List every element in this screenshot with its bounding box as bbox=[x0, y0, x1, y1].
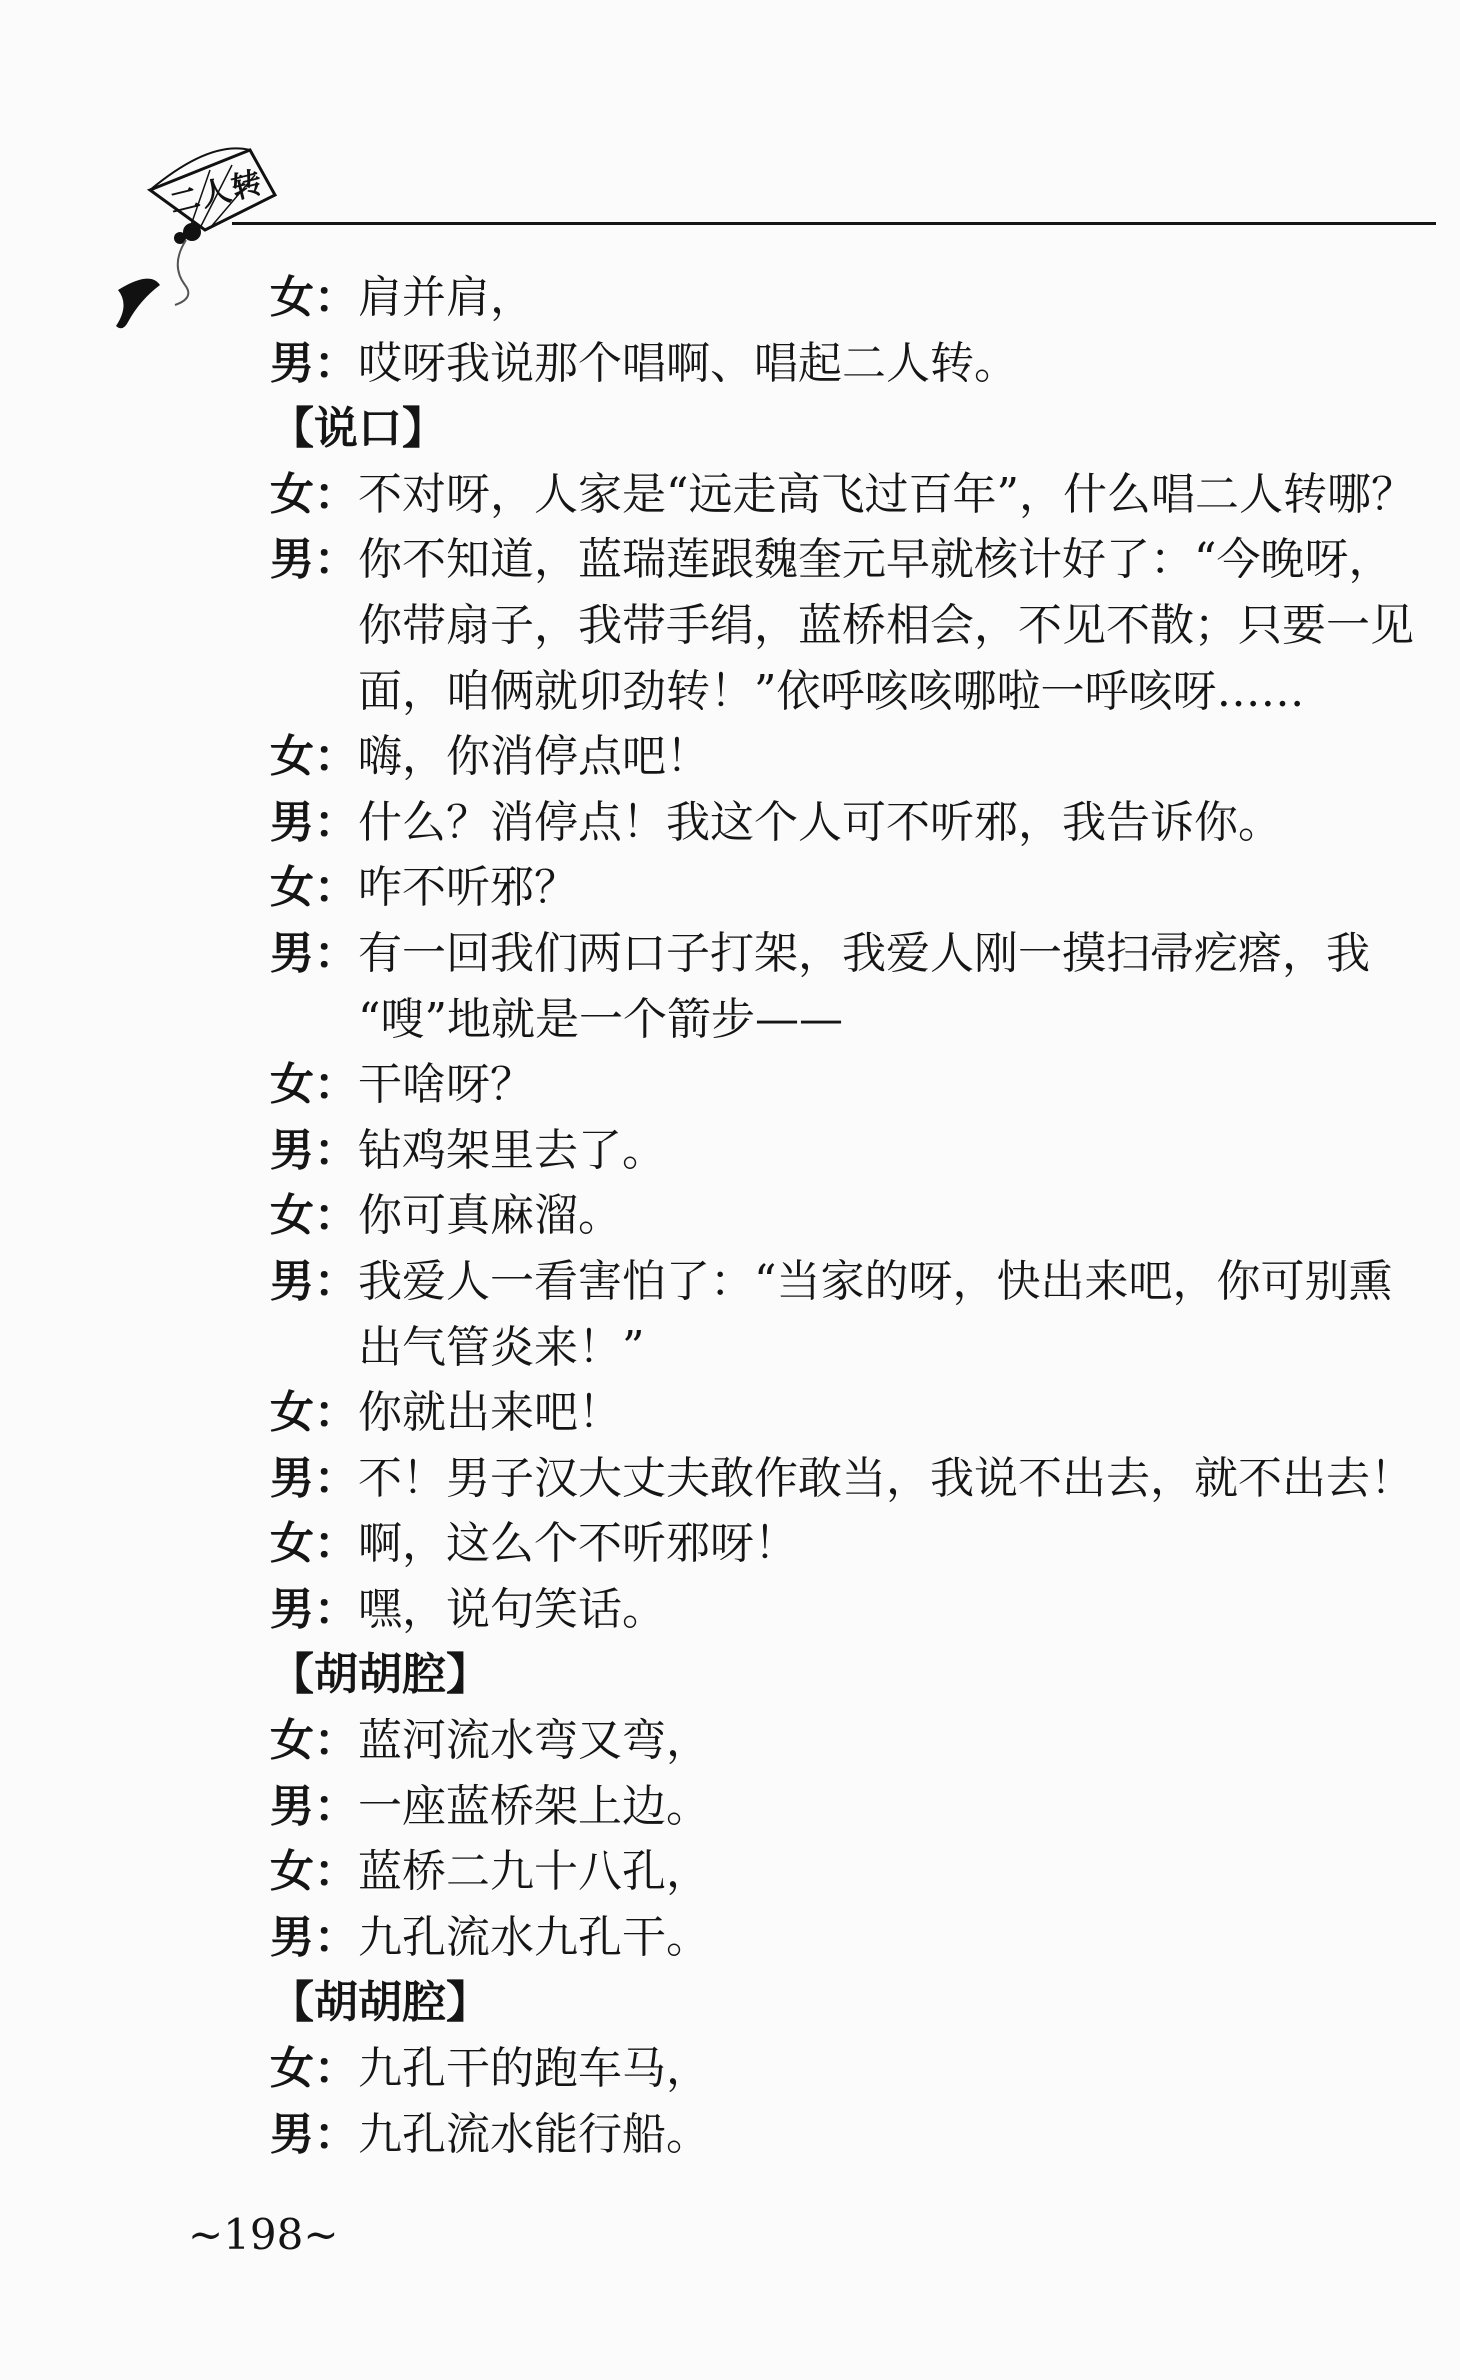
speaker-label: 男： bbox=[270, 534, 358, 586]
dialogue-text bbox=[270, 265, 1440, 2167]
dialogue-line bbox=[270, 2036, 1440, 2102]
dialogue-line bbox=[270, 462, 1440, 528]
dialogue-text-line: 不对呀，人家是“远走高飞过百年”，什么唱二人转哪？ bbox=[358, 468, 1415, 520]
dialogue-line bbox=[270, 527, 1440, 593]
dialogue-text-line: 啊，这么个不听邪呀！ bbox=[358, 1518, 798, 1570]
speaker-label: 男： bbox=[270, 1780, 358, 1832]
speaker-label: 女： bbox=[270, 272, 358, 323]
dialogue-continuation: 你带扇子，我带手绢，蓝桥相会，不见不散；只要一见 bbox=[358, 599, 1414, 651]
dialogue-line bbox=[270, 331, 1440, 397]
speaker-label: 女： bbox=[270, 1518, 358, 1570]
speaker-label: 男： bbox=[270, 1255, 358, 1307]
dialogue-line bbox=[270, 265, 1440, 331]
dialogue-line bbox=[270, 1446, 1440, 1512]
dialogue-line bbox=[270, 921, 1440, 987]
speaker-label: 男： bbox=[270, 1911, 358, 1963]
speaker-label: 男： bbox=[270, 1583, 358, 1635]
dialogue-line bbox=[270, 1708, 1440, 1774]
dialogue-line bbox=[270, 1774, 1440, 1840]
dialogue-line bbox=[270, 790, 1440, 856]
speaker-label: 女： bbox=[270, 862, 358, 914]
dialogue-text-line: 哎呀我说那个唱啊、唱起二人转。 bbox=[358, 337, 1018, 389]
speaker-label: 男： bbox=[270, 337, 358, 389]
dialogue-line bbox=[270, 1905, 1440, 1971]
dialogue-text-line: 什么？消停点！我这个人可不听邪，我告诉你。 bbox=[358, 796, 1282, 848]
dialogue-text-line: 九孔流水九孔干。 bbox=[358, 1911, 710, 1963]
dialogue-line bbox=[270, 1839, 1440, 1905]
speaker-label: 男： bbox=[270, 1124, 358, 1176]
dialogue-text-line: 一座蓝桥架上边。 bbox=[358, 1780, 710, 1832]
section-heading: 【胡胡腔】 bbox=[270, 1977, 490, 2029]
dialogue-text-line: 九孔流水能行船。 bbox=[358, 2108, 710, 2160]
dialogue-text-line: 咋不听邪？ bbox=[358, 862, 578, 914]
dialogue-text-line: 我爱人一看害怕了：“当家的呀，快出来吧，你可别熏 bbox=[358, 1255, 1393, 1307]
dialogue-continuation: 面，咱俩就卯劲转！”依呼咳咳哪啦一呼咳呀…… bbox=[358, 665, 1305, 717]
dialogue-continuation: “嗖”地就是一个箭步—— bbox=[358, 993, 843, 1045]
dialogue-line bbox=[270, 1052, 1440, 1118]
dialogue-text-line: 肩并肩， bbox=[358, 272, 534, 323]
dialogue-text-line: 九孔干的跑车马， bbox=[358, 2043, 710, 2095]
speaker-label: 女： bbox=[270, 1387, 358, 1439]
speaker-label: 男： bbox=[270, 2108, 358, 2160]
dialogue-text-line: 你就出来吧！ bbox=[358, 1387, 622, 1439]
dialogue-continuation: 出气管炎来！” bbox=[358, 1321, 645, 1373]
speaker-label: 女： bbox=[270, 731, 358, 783]
dialogue-text-line: 嗨，你消停点吧！ bbox=[358, 731, 710, 783]
dialogue-line bbox=[270, 1183, 1440, 1249]
dialogue-line bbox=[270, 1249, 1440, 1315]
dialogue-line bbox=[270, 855, 1440, 921]
dialogue-text-line: 你不知道，蓝瑞莲跟魏奎元早就核计好了：“今晚呀， bbox=[358, 534, 1393, 586]
dialogue-text-line: 有一回我们两口子打架，我爱人刚一摸扫帚疙瘩，我 bbox=[358, 927, 1370, 979]
speaker-label: 女： bbox=[270, 1190, 358, 1242]
speaker-label: 男： bbox=[270, 927, 358, 979]
dialogue-text-line: 蓝桥二九十八孔， bbox=[358, 1846, 710, 1898]
speaker-label: 男： bbox=[270, 796, 358, 848]
dialogue-text-line: 钻鸡架里去了。 bbox=[358, 1124, 666, 1176]
speaker-label: 女： bbox=[270, 468, 358, 520]
dialogue-line bbox=[270, 724, 1440, 790]
speaker-label: 女： bbox=[270, 1715, 358, 1767]
dialogue-text-line: 嘿，说句笑话。 bbox=[358, 1583, 666, 1635]
speaker-label: 女： bbox=[270, 1846, 358, 1898]
dialogue-line bbox=[270, 1118, 1440, 1184]
speaker-label: 女： bbox=[270, 1059, 358, 1111]
dialogue-text-line: 干啥呀？ bbox=[358, 1059, 534, 1111]
header-title: 二人转 bbox=[166, 164, 268, 222]
speaker-label: 男： bbox=[270, 1452, 358, 1504]
page-number: ~198~ bbox=[188, 2210, 339, 2259]
dialogue-line bbox=[270, 1511, 1440, 1577]
section-heading: 【胡胡腔】 bbox=[270, 1649, 490, 1701]
header-rule bbox=[232, 222, 1436, 225]
dialogue-text-line: 你可真麻溜。 bbox=[358, 1190, 622, 1242]
dialogue-line bbox=[270, 1380, 1440, 1446]
section-heading: 【说口】 bbox=[270, 403, 446, 455]
speaker-label: 女： bbox=[270, 2043, 358, 2095]
dialogue-line bbox=[270, 1577, 1440, 1643]
dialogue-text-line: 蓝河流水弯又弯， bbox=[358, 1715, 710, 1767]
dialogue-text-line: 不！男子汉大丈夫敢作敢当，我说不出去，就不出去！ bbox=[358, 1452, 1414, 1504]
dialogue-line bbox=[270, 2102, 1440, 2168]
